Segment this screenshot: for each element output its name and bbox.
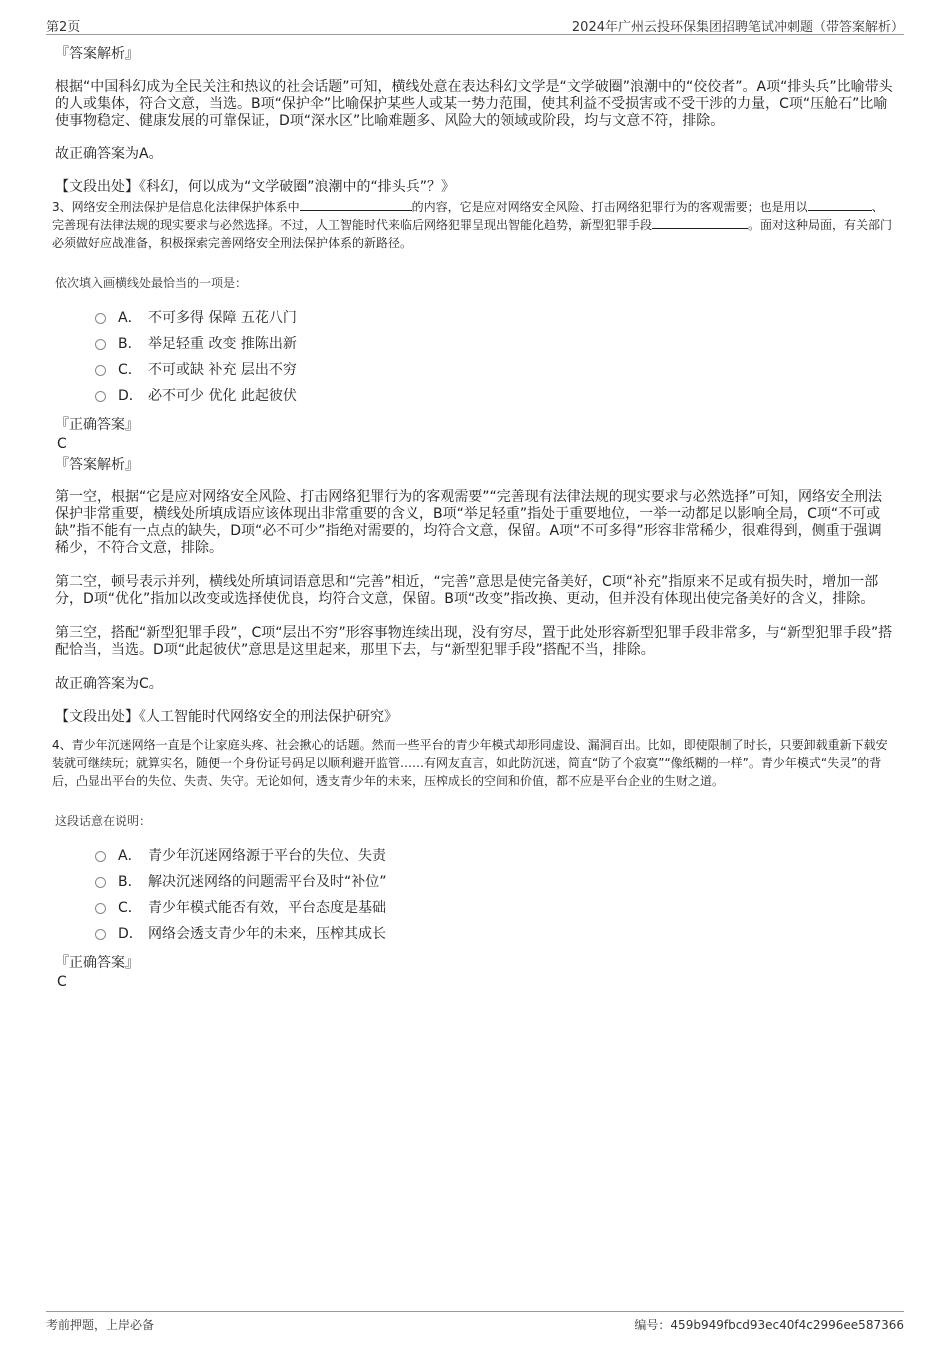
q4-option-b[interactable]: B． 解决沉迷网络的问题需平台及时“补位” — [95, 869, 895, 895]
radio-icon[interactable] — [95, 903, 106, 914]
radio-icon[interactable] — [95, 391, 106, 402]
q4-answer-label: 『正确答案』 — [55, 955, 139, 971]
q4-prompt: 这段话意在说明： — [55, 814, 152, 828]
radio-icon[interactable] — [95, 339, 106, 350]
q3-option-a[interactable]: A． 不可多得 保障 五花八门 — [95, 305, 895, 331]
q3-analysis-label: 『答案解析』 — [55, 457, 139, 473]
radio-icon[interactable] — [95, 313, 106, 324]
page-header — [46, 14, 904, 35]
radio-icon[interactable] — [95, 877, 106, 888]
radio-icon[interactable] — [95, 929, 106, 940]
q3-analysis-1: 第一空，根据“它是应对网络安全风险、打击网络犯罪行为的客观需要”“完善现有法律法规的现实要求与必然选择”可知，网络安全刑法保护非常重要，横线处所填成语应该体现出非常重要的含义，B项“举足轻重”指处于重要地位，一举一动都足以影响全局，C项“不可或缺”指不能有一点点的缺失，D项“必不可少”指绝对需要的，均符合文意，保留。A项“不可多得”形容非常稀少，很难得到，侧重于强调稀少，不符合文意，排除。 — [55, 489, 883, 556]
footer-code: 编号：459b949fbcd93ec40f4c2996ee587366 — [634, 1318, 904, 1332]
q4-stem: 4、青少年沉迷网络一直是个让家庭头疼、社会揪心的话题。然而一些平台的青少年模式却形同虚设、漏洞百出。比如，即使限制了时长，只要卸载重新下载安装就可继续玩；就算实名，随便一个身份证号码足以顺利避开监管……有网友直言，如此防沉迷，简直“防了个寂寞”“像纸糊的一样”。青少年模式“失灵”的背后，凸显出平台的失位、失责、失守。无论如何，透支青少年的未来，压榨成长的空间和价值，都不应是平台企业的生财之道。 — [52, 738, 888, 788]
q2-source: 【文段出处】《科幻，何以成为“文学破圈”浪潮中的“排头兵”？》 — [55, 179, 456, 195]
q3-options — [55, 305, 895, 409]
blank-3 — [652, 216, 748, 229]
q4-options — [55, 843, 895, 947]
q3-stem: 3、网络安全刑法保护是信息化法律保护体系中 的内容，它是应对网络安全风险、打击网络犯罪行为的客观需要；也是用以 、完善现有法律法规的现实要求与必然选择。不过，人工智能时代来临后网络犯罪呈现出智能化趋势，新型犯罪手段 。面对这种局面，有关部门必须做好应战准备，积极探索完善网络安全刑法保护体系的新路径。 — [52, 200, 893, 250]
q3-analysis-3: 第三空，搭配“新型犯罪手段”，C项“层出不穷”形容事物连续出现，没有穷尽，置于此处形容新型犯罪手段非常多，与“新型犯罪手段”搭配恰当，当选。D项“此起彼伏”意思是这里起来，那里下去，与“新型犯罪手段”搭配不当，排除。 — [55, 625, 893, 658]
q3-conclusion: 故正确答案为C。 — [55, 676, 163, 692]
page-content — [52, 44, 895, 991]
footer-slogan: 考前押题，上岸必备 — [46, 1318, 155, 1332]
q2-analysis-label: 『答案解析』 — [55, 46, 139, 62]
q3-analysis-2: 第二空，顿号表示并列，横线处所填词语意思和“完善”相近，“完善”意思是使完备美好，C项“补充”指原来不足或有损失时，增加一部分，D项“优化”指加以改变或选择使优良，均符合文意，保留。B项“改变”指改换、更动，但并没有体现出使完备美好的含义，排除。 — [55, 574, 879, 607]
blank-2 — [808, 198, 872, 211]
page-footer — [46, 1311, 904, 1336]
q3-answer-label: 『正确答案』 — [55, 417, 139, 433]
q3-source: 【文段出处】《人工智能时代网络安全的刑法保护研究》 — [55, 709, 398, 725]
q4-answer: C — [57, 974, 67, 990]
document-title: 2024年广州云投环保集团招聘笔试冲刺题（带答案解析） — [571, 20, 904, 35]
q2-conclusion: 故正确答案为A。 — [55, 146, 163, 162]
q4-option-a[interactable]: A． 青少年沉迷网络源于平台的失位、失责 — [95, 843, 895, 869]
blank-1 — [300, 198, 412, 211]
q3-option-d[interactable]: D． 必不可少 优化 此起彼伏 — [95, 383, 895, 409]
radio-icon[interactable] — [95, 851, 106, 862]
q2-analysis-paragraph: 根据“中国科幻成为全民关注和热议的社会话题”可知，横线处意在表达科幻文学是“文学破圈”浪潮中的“佼佼者”。A项“排头兵”比喻带头的人或集体，符合文意，当选。B项“保护伞”比喻保护某些人或某一势力范围，使其利益不受损害或不受干涉的力量，C项“压舱石”比喻使事物稳定、健康发展的可靠保证，D项“深水区”比喻难题多、风险大的领域或阶段，均与文意不符，排除。 — [55, 79, 893, 129]
q3-option-c[interactable]: C． 不可或缺 补充 层出不穷 — [95, 357, 895, 383]
q4-option-d[interactable]: D． 网络会透支青少年的未来，压榨其成长 — [95, 921, 895, 947]
radio-icon[interactable] — [95, 365, 106, 376]
q3-prompt: 依次填入画横线处最恰当的一项是： — [55, 276, 248, 290]
q3-option-b[interactable]: B． 举足轻重 改变 推陈出新 — [95, 331, 895, 357]
q3-answer: C — [57, 436, 67, 452]
page-number: 第2页 — [46, 20, 81, 35]
q4-option-c[interactable]: C． 青少年模式能否有效，平台态度是基础 — [95, 895, 895, 921]
